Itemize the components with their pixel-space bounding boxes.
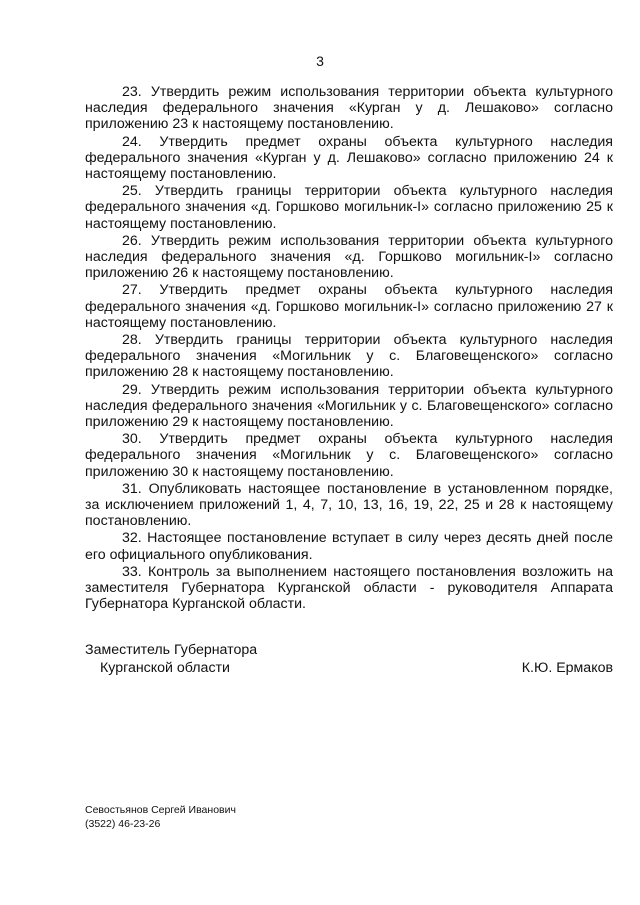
signatory-title-line1: Заместитель Губернатора	[85, 642, 258, 658]
page-number: 3	[316, 53, 324, 69]
paragraph-32: 32. Настоящее постановление вступает в силу через десять дней после его официального опубликования.	[85, 530, 613, 563]
paragraph-31: 31. Опубликовать настоящее постановление в установленном порядке, за исключением приложений 1, 4, 7, 10, 13, 16, 19, 22, 25 и 28 к настоящему постановлению.	[85, 480, 613, 530]
paragraph-28: 28. Утвердить границы территории объекта культурного наследия федерального значения «Могильник у с. Благовещенского» согласно приложению 28 к настоящему постановлению.	[85, 332, 613, 381]
paragraph-24: 24. Утвердить предмет охраны объекта культурного наследия федерального значения «Курган у д. Лешаково» согласно приложению 24 к настоящему постановлению.	[85, 133, 613, 183]
paragraph-25: 25. Утвердить границы территории объекта культурного наследия федерального значения «д. Горшково могильник-I» согласно приложению 25 к настоящему постановлению.	[85, 183, 613, 232]
paragraph-27: 27. Утвердить предмет охраны объекта культурного наследия федерального значения «д. Горшково могильник-I» согласно приложению 27 к настоящему постановлению.	[85, 282, 613, 331]
signatory-name: К.Ю. Ермаков	[521, 660, 613, 676]
signature-block	[85, 641, 613, 677]
document-body	[85, 84, 613, 614]
paragraph-26: 26. Утвердить режим использования территории объекта культурного наследия федерального значения «д. Горшково могильник-I» согласно приложению 26 к настоящему постановлению.	[85, 232, 613, 282]
paragraph-33: 33. Контроль за выполнением настоящего постановления возложить на заместителя Губернатора Курганской области - руководителя Аппарата Губернатора Курганской области.	[85, 563, 613, 613]
paragraph-29: 29. Утвердить режим использования территории объекта культурного наследия федерального значения «Могильник у с. Благовещенского» согласно приложению 29 к настоящему постановлению.	[85, 381, 613, 431]
contact-block	[85, 803, 236, 831]
signatory-title-line2: Курганской области	[100, 660, 230, 676]
paragraph-23: 23. Утвердить режим использования территории объекта культурного наследия федерального значения «Курган у д. Лешаково» согласно приложению 23 к настоящему постановлению.	[85, 84, 613, 133]
paragraph-30: 30. Утвердить предмет охраны объекта культурного наследия федерального значения «Могильник у с. Благовещенского» согласно приложению 30 к настоящему постановлению.	[85, 431, 613, 480]
contact-name: Севостьянов Сергей Иванович	[85, 804, 236, 816]
contact-phone: (3522) 46-23-26	[85, 818, 161, 830]
